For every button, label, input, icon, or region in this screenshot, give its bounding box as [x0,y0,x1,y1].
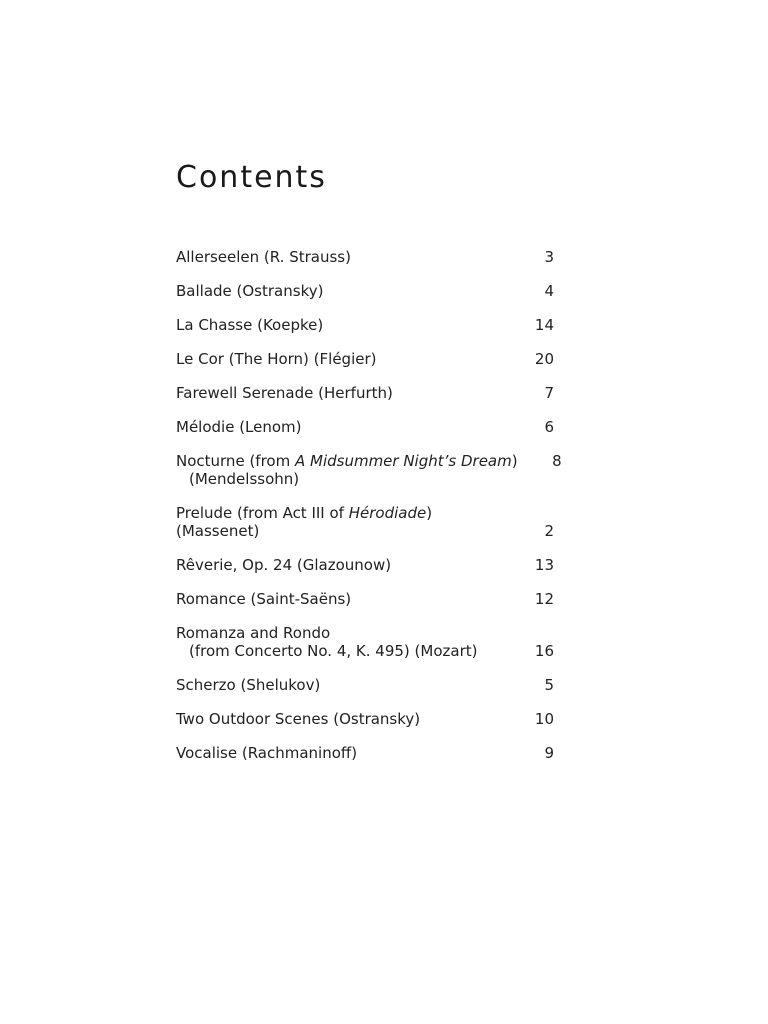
entry-page-number: 9 [544,744,554,762]
entry-page-number: 5 [544,676,554,694]
contents-list [176,248,562,762]
entry-page-number: 13 [534,556,554,574]
contents-entry [176,556,554,574]
contents-entry [176,350,554,368]
contents-entry [176,744,554,762]
entry-title: Two Outdoor Scenes (Ostransky) [176,710,421,728]
entry-title [176,504,530,540]
entry-title-text: Prelude (from Act III of [176,504,349,522]
entry-page-number: 6 [544,418,554,436]
entry-title-line [176,452,518,470]
entry-title: Scherzo (Shelukov) [176,676,321,694]
entry-page-number: 8 [552,452,562,470]
entry-page-number: 10 [534,710,554,728]
entry-page-number: 20 [534,350,554,368]
entry-title: Romance (Saint-Saëns) [176,590,352,608]
contents-entry [176,248,554,266]
entry-page-number: 2 [544,522,554,540]
entry-title: Le Cor (The Horn) (Flégier) [176,350,377,368]
entry-page-number: 12 [534,590,554,608]
entry-title: Vocalise (Rachmaninoff) [176,744,358,762]
contents-entry [176,316,554,334]
entry-title-text: ) [511,452,518,470]
entry-page-number: 16 [534,642,554,660]
entry-title-line: Romanza and Rondo [176,624,331,642]
entry-title [176,452,538,488]
entry-title-text: Nocturne (from [176,452,295,470]
contents-entry [176,504,554,540]
entry-title: La Chasse (Koepke) [176,316,324,334]
entry-title-continuation: (Mendelssohn) [189,470,300,488]
entry-title [176,624,497,660]
contents-entry [176,590,554,608]
contents-entry [176,624,554,660]
contents-entry [176,676,554,694]
contents-entry [176,418,554,436]
entry-title: Allerseelen (R. Strauss) [176,248,351,266]
entry-title-italic: A Midsummer Night’s Dream [294,452,512,470]
contents-entry [176,282,554,300]
entry-page-number: 3 [544,248,554,266]
entry-title-continuation: (from Concerto No. 4, K. 495) (Mozart) [189,642,478,660]
entry-title: Ballade (Ostransky) [176,282,324,300]
contents-entry [176,452,562,488]
entry-title-italic: Hérodiade [348,504,427,522]
entry-title-text: ) (Massenet) [176,504,433,540]
entry-title: Rêverie, Op. 24 (Glazounow) [176,556,392,574]
page-title: Contents [176,160,327,195]
entry-title: Mélodie (Lenom) [176,418,302,436]
contents-entry [176,384,554,402]
entry-page-number: 4 [544,282,554,300]
entry-page-number: 7 [544,384,554,402]
contents-entry [176,710,554,728]
entry-title: Farewell Serenade (Herfurth) [176,384,393,402]
entry-page-number: 14 [534,316,554,334]
